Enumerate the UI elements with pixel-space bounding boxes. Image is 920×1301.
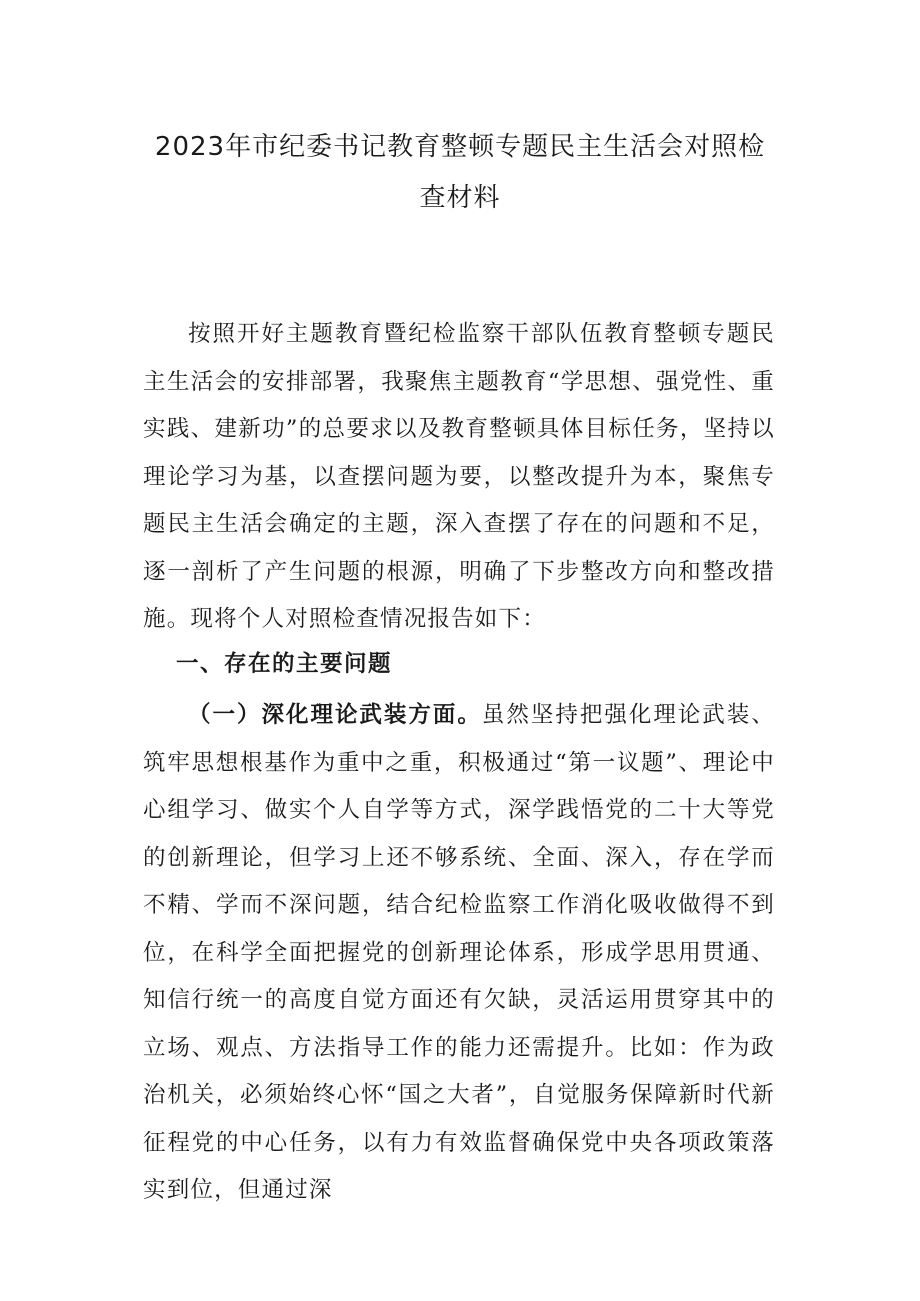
subsection-body: 虽然坚持把强化理论武装、筑牢思想根基作为重中之重，积极通过“第一议题”、理论中心组学习、做实个人自学等方式，深学践悟党的二十大等党的创新理论，但学习上还不够系统、全面、深入，存在学而不精、学而不深问题，结合纪检监察工作消化吸收做得不到位，在科学全面把握党的创新理论体系，形成学思用贯通、知信行统一的高度自觉方面还有欠缺，灵活运用贯穿其中的立场、观点、方法指导工作的能力还需提升。比如：作为政治机关，必须始终心怀“国之大者”，自觉服务保障新时代新征程党的中心任务，以有力有效监督确保党中央各项政策落实到位，但通过深 [143, 702, 775, 1203]
document-title-line-1: 2023年市纪委书记教育整顿专题民主生活会对照检 [154, 132, 766, 162]
subsection-paragraph [143, 692, 775, 1215]
section-heading: 一、存在的主要问题 [176, 651, 393, 677]
subsection-lead: （一）深化理论武装方面。 [188, 702, 482, 728]
document-title-line-2: 查材料 [419, 183, 501, 213]
intro-paragraph: 按照开好主题教育暨纪检监察干部队伍教育整顿专题民主生活会的安排部署，我聚焦主题教育“学思想、强党性、重实践、建新功”的总要求以及教育整顿具体目标任务，坚持以理论学习为基，以查摆问题为要，以整改提升为本，聚焦专题民主生活会确定的主题，深入查摆了存在的问题和不足，逐一剖析了产生问题的根源，明确了下步整改方向和整改措施。现将个人对照检查情况报告如下： [143, 321, 775, 632]
